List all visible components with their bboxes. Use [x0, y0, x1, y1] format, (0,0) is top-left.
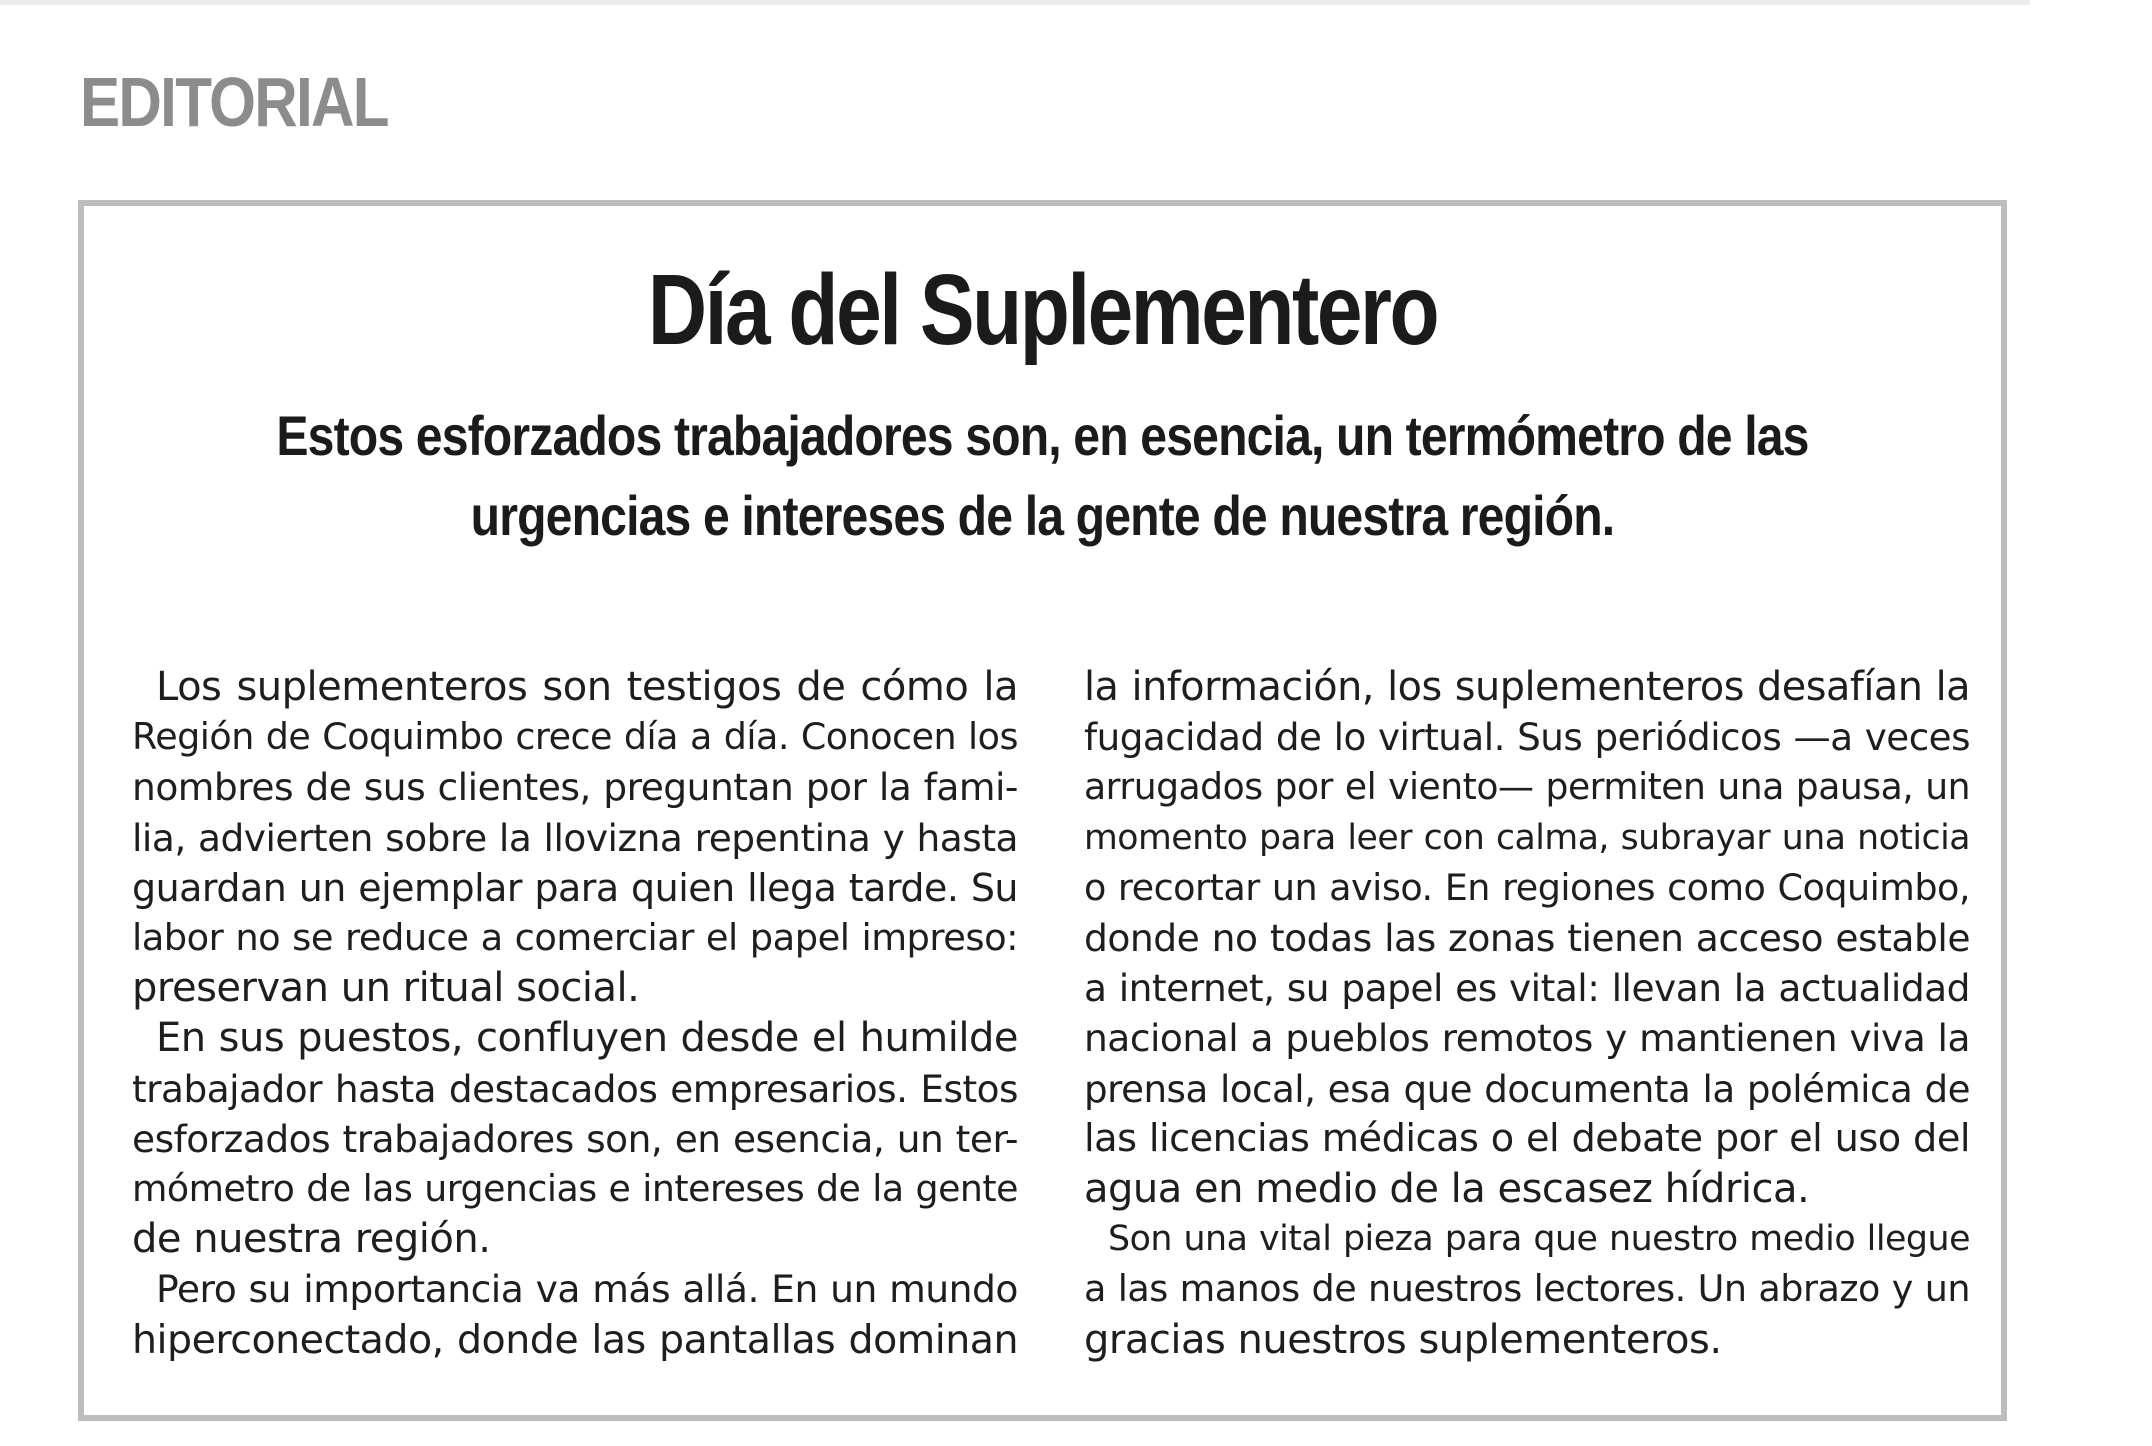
- body-line: Son una vital pieza para que nuestro medio llegue: [1108, 1219, 1970, 1260]
- body-line: a las manos de nuestros lectores. Un abrazo y un: [1084, 1267, 1970, 1311]
- body-line: o recortar un aviso. En regiones como Coquimbo,: [1084, 865, 1970, 909]
- body-line: Los suplementeros son testigos de cómo la: [156, 664, 1018, 710]
- body-columns: [132, 662, 1970, 1382]
- deck: [144, 396, 1941, 556]
- body-line: hiperconectado, donde las pantallas dominan: [132, 1316, 1018, 1363]
- body-line: a internet, su papel es vital: llevan la actualidad: [1084, 966, 1970, 1011]
- body-line: Región de Coquimbo crece día a día. Conocen los: [132, 715, 1018, 759]
- right-column: [1084, 662, 1970, 1365]
- body-line: esforzados trabajadores son, en esencia, un ter-: [132, 1116, 1018, 1161]
- body-line: trabajador hasta destacados empresarios. Estos: [132, 1066, 1018, 1111]
- headline: Día del Suplementero: [647, 254, 1438, 366]
- body-line: momento para leer con calma, subrayar una noticia: [1084, 817, 1970, 858]
- body-line: agua en medio de la escasez hídrica.: [1084, 1166, 1810, 1213]
- section-label: EDITORIAL: [80, 63, 388, 141]
- left-column: [132, 662, 1018, 1365]
- body-line: donde no todas las zonas tienen acceso estable: [1084, 916, 1970, 961]
- body-line: prensa local, esa que documenta la polémica de: [1084, 1066, 1970, 1111]
- body-line: nombres de sus clientes, preguntan por la fami-: [132, 765, 1018, 810]
- editorial-frame: [78, 200, 2007, 1421]
- body-line: gracias nuestros suplementeros.: [1084, 1316, 1722, 1363]
- body-line: guardan un ejemplar para quien llega tarde. Su: [132, 865, 1018, 910]
- body-line: las licencias médicas o el debate por el uso del: [1084, 1115, 1970, 1161]
- body-line: Pero su importancia va más allá. En un mundo: [156, 1267, 1018, 1312]
- body-line: arrugados por el viento— permiten una pausa, un: [1084, 765, 1970, 809]
- body-line: labor no se reduce a comerciar el papel impreso:: [132, 916, 1018, 960]
- body-line: mómetro de las urgencias e intereses de la gente: [132, 1167, 1018, 1211]
- deck-line: Estos esforzados trabajadores son, en esencia, un termómetro de las: [276, 404, 1809, 467]
- body-line: nacional a pueblos remotos y mantienen viva la: [1084, 1016, 1970, 1061]
- deck-line: urgencias e intereses de la gente de nuestra región.: [470, 484, 1615, 547]
- body-line: fugacidad de lo virtual. Sus periódicos —a veces: [1084, 715, 1970, 760]
- body-line: En sus puestos, confluyen desde el humilde: [156, 1015, 1018, 1062]
- body-line: de nuestra región.: [132, 1216, 491, 1263]
- body-line: preservan un ritual social.: [132, 965, 640, 1012]
- body-line: la información, los suplementeros desafían la: [1084, 664, 1970, 710]
- top-rule: [0, 0, 2030, 5]
- body-line: lia, advierten sobre la llovizna repentina y hasta: [132, 815, 1018, 860]
